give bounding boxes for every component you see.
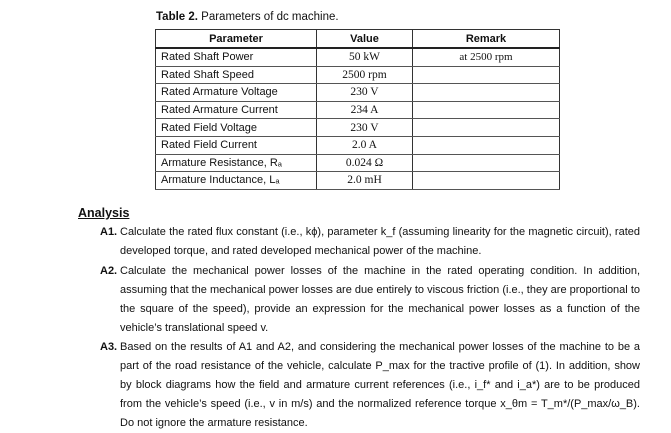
remark-cell: [413, 101, 560, 119]
table-caption-text: Parameters of dc machine.: [197, 11, 339, 23]
param-cell: Armature Resistance, Rₐ: [156, 154, 317, 172]
value-cell: 50 kW: [317, 48, 413, 66]
item-text: Calculate the rated flux constant (i.e., kϕ), parameter k_f (assuming linearity for the magnetic circuit), rated developed torque, and rated developed mechanical power of the machine.: [120, 226, 640, 257]
item-text: Based on the results of A1 and A2, and considering the mechanical power losses of the machine to be a part of the road resistance of the vehicle, calculate P_max for the tractive profile of (1). In addition, show by block diagrams how the field and armature current references (i.e., i_f* and i_a*) are to be produced from the vehicle’s speed (i.e., v in m/s) and the normalized reference torque x_θm = T_m*/(P_max/ω_B). Do not ignore the armature resistance.: [120, 341, 640, 429]
header-value: Value: [317, 30, 413, 49]
param-cell: Rated Field Current: [156, 136, 317, 154]
table-row: [156, 154, 560, 172]
param-cell: Armature Inductance, Lₐ: [156, 172, 317, 190]
remark-cell: [413, 172, 560, 190]
param-cell: Rated Shaft Speed: [156, 66, 317, 84]
table-row: [156, 66, 560, 84]
value-cell: 2500 rpm: [317, 66, 413, 84]
value-cell: 230 V: [317, 84, 413, 102]
value-cell: 2.0 mH: [317, 172, 413, 190]
item-number: A1.: [100, 226, 118, 238]
param-cell: Rated Armature Current: [156, 101, 317, 119]
table-row: [156, 119, 560, 137]
table-header-row: [156, 30, 560, 49]
analysis-item-a3: [100, 338, 640, 433]
value-cell: 234 A: [317, 101, 413, 119]
table-row: [156, 172, 560, 190]
analysis-heading: Analysis: [78, 206, 130, 220]
param-cell: Rated Field Voltage: [156, 119, 317, 137]
remark-cell: [413, 66, 560, 84]
value-cell: 0.024 Ω: [317, 154, 413, 172]
value-cell: 230 V: [317, 119, 413, 137]
item-text: Calculate the mechanical power losses of the machine in the rated operating condition. In addition, assuming that the mechanical power losses are due entirely to viscous friction (i.e., they are proportional to the square of the speed), provide an expression for the mechanical power losses as a function of the vehicle’s translational speed v.: [120, 265, 640, 334]
table-caption-label: Table 2.: [156, 11, 198, 23]
header-parameter: Parameter: [156, 30, 317, 49]
analysis-item-a2: [100, 262, 640, 338]
remark-cell: [413, 154, 560, 172]
table-row: [156, 101, 560, 119]
table-row: [156, 84, 560, 102]
remark-cell: at 2500 rpm: [413, 48, 560, 66]
remark-cell: [413, 119, 560, 137]
param-cell: Rated Shaft Power: [156, 48, 317, 66]
analysis-item-a1: [100, 223, 640, 261]
param-cell: Rated Armature Voltage: [156, 84, 317, 102]
item-number: A3.: [100, 341, 118, 353]
remark-cell: [413, 136, 560, 154]
item-number: A2.: [100, 265, 118, 277]
table-caption: [156, 11, 339, 23]
value-cell: 2.0 A: [317, 136, 413, 154]
table-row: [156, 136, 560, 154]
parameters-table: [155, 29, 560, 190]
header-remark: Remark: [413, 30, 560, 49]
table-row: [156, 48, 560, 66]
remark-cell: [413, 84, 560, 102]
